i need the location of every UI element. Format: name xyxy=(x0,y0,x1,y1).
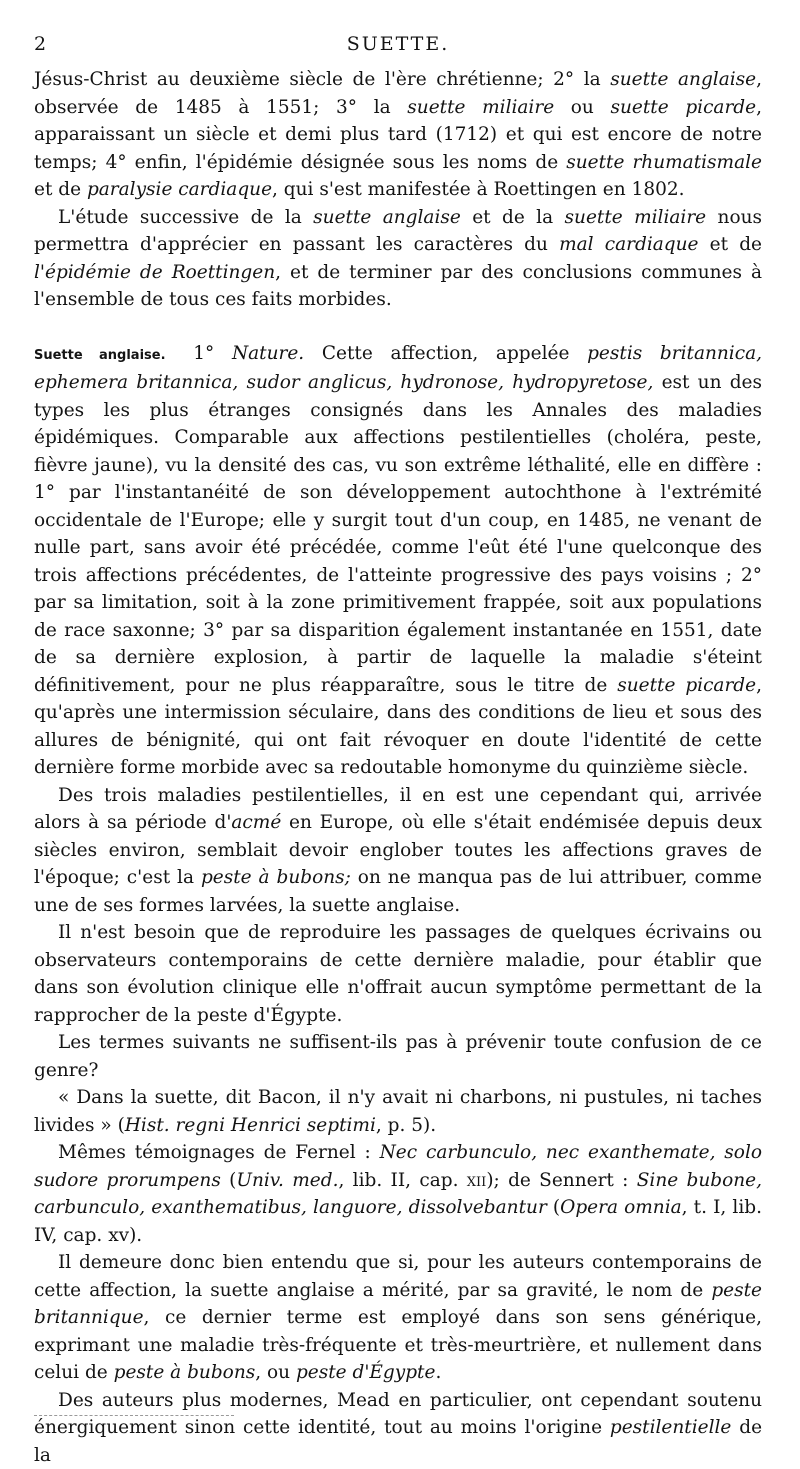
text-run: et de la xyxy=(461,207,565,228)
text-run: , lib. II, cap. xyxy=(338,1170,466,1191)
small-caps-run: xii xyxy=(467,1170,487,1191)
text-run: ou xyxy=(554,97,610,118)
text-run: Des auteurs plus modernes, Mead en particulier, ont cependant soutenu énergiquement sinon cette identité, tout au moins l'origine xyxy=(34,1390,762,1439)
text-run: en Europe, où elle s'était endémisée depuis deux siècles environ, semblait devoir englober toutes les affections graves de l'époque; c'est la xyxy=(34,812,762,888)
italic-run: suette anglaise xyxy=(610,69,756,90)
text-run: nous permettra d'apprécier en passant les caractères du xyxy=(34,207,762,256)
text-run: on ne manqua pas de lui attribuer, comme une de ses formes larvées, la suette anglaise. xyxy=(34,867,762,916)
italic-run: suette picarde xyxy=(611,97,757,118)
footer-rule xyxy=(34,1415,234,1416)
text-run: est un des types les plus étranges consignés dans les Annales des maladies épidémiques. Comparable aux affections pestilentielles (choléra, peste, fièvre jaune), vu la densité des cas, vu son extrême léthalité, elle en diffère : 1° par l'instantanéité de son développement autochthone à l'extrémité occidentale de l'Europe; elle y surgit tout d'un coup, en 1485, ne venant de nulle part, sans avoir été précédée, comme l'eût été l'une quelconque des trois affections précédentes, de l'atteinte progressive des pays voisins ; 2° par sa limitation, soit à la zone primitivement frappée, soit aux populations de race saxonne; 3° par sa disparition également instantanée en 1551, date de sa dernière explosion, à partir de laquelle la maladie s'éteint définitivement, pour ne plus réapparaître, sous le titre de xyxy=(34,372,762,696)
italic-run: Univ. med. xyxy=(236,1170,338,1191)
text-run: « Dans la suette, dit Bacon, il n'y avait ni charbons, ni pustules, ni taches livides » ( xyxy=(34,1087,762,1136)
italic-run: mal cardiaque xyxy=(559,234,698,255)
paragraph-6: Les termes suivants ne suffisent-ils pas à prévenir toute confusion de ce genre? xyxy=(34,1029,762,1084)
section-label: Suette anglaise. xyxy=(34,348,166,363)
italic-run: suette miliaire xyxy=(407,97,554,118)
italic-run: suette picarde xyxy=(617,675,756,696)
italic-run: peste d'Égypte xyxy=(296,1362,436,1383)
paragraph-9 xyxy=(34,1249,762,1387)
italic-run: suette anglaise xyxy=(313,207,461,228)
italic-run: Nec carbunculo, nec exanthemate, solo sudore prorumpens xyxy=(34,1142,762,1191)
text-run: , et de terminer par des conclusions communes à l'ensemble de tous ces faits morbides. xyxy=(34,262,762,311)
text-run: ( xyxy=(221,1170,237,1191)
text-run: Jésus-Christ au deuxième siècle de l'ère chrétienne; 2° la xyxy=(34,69,610,90)
running-title: SUETTE. xyxy=(34,22,762,66)
section-number: 1° xyxy=(193,343,214,364)
running-head xyxy=(34,22,762,66)
italic-run: paralysie cardiaque xyxy=(87,179,272,200)
text-run: , qu'après une intermission séculaire, dans des conditions de lieu et sous des allures de bénignité, qui ont fait révoquer en doute l'identité de cette dernière forme morbide avec sa redoutable homonyme du quinzième siècle. xyxy=(34,675,762,779)
text-run: de la xyxy=(34,1417,762,1466)
text-run: , t. I, lib. IV, cap. xv). xyxy=(34,1197,762,1246)
text-run: , observée de 1485 à 1551; 3° la xyxy=(34,69,762,118)
italic-run: Opera omnia xyxy=(560,1197,682,1218)
text-run: , ou xyxy=(255,1362,296,1383)
text-run: ( xyxy=(547,1197,560,1218)
body-text xyxy=(34,66,762,1469)
text-run: , ce dernier terme est employé dans son sens générique, exprimant une maladie très-fréquente et très-meurtrière, et nullement dans celui de xyxy=(34,1307,762,1383)
italic-run: pestilentielle xyxy=(610,1417,732,1438)
text-run: L'étude successive de la xyxy=(58,207,313,228)
text-run: , p. 5). xyxy=(376,1115,436,1136)
italic-run: suette miliaire xyxy=(565,207,707,228)
text-run: et de xyxy=(34,179,87,200)
paragraph-7 xyxy=(34,1084,762,1139)
italic-run: suette rhumatismale xyxy=(566,152,762,173)
section-heading: Nature. xyxy=(232,343,304,364)
italic-run: acmé xyxy=(231,812,281,833)
text-run: . xyxy=(435,1362,441,1383)
text-run: , qui s'est manifestée à Roettingen en 1802. xyxy=(272,179,684,200)
italic-run: pestis britannica, ephemera britannica, sudor anglicus, hydronose, hydropyretose, xyxy=(34,343,762,394)
paragraph-4 xyxy=(34,782,762,920)
text-run: Cette affection, appelée xyxy=(304,343,587,364)
text-run: ); de Sennert : xyxy=(486,1170,636,1191)
italic-run: l'épidémie de Roettingen xyxy=(34,262,275,283)
paragraph-10 xyxy=(34,1387,762,1469)
paragraph-8 xyxy=(34,1139,762,1249)
paragraph-1 xyxy=(34,66,762,204)
text-run: Il demeure donc bien entendu que si, pour les auteurs contemporains de cette affection, la suette anglaise a mérité, par sa gravité, le nom de xyxy=(34,1252,762,1301)
italic-run: Hist. regni Henrici septimi xyxy=(125,1115,376,1136)
paragraph-5: Il n'est besoin que de reproduire les passages de quelques écrivains ou observateurs contemporains de cette dernière maladie, pour établir que dans son évolution clinique elle n'offrait aucun symptôme permettant de la rapprocher de la peste d'Égypte. xyxy=(34,919,762,1029)
italic-run: peste britannique xyxy=(34,1280,762,1329)
page-number: 2 xyxy=(34,22,46,66)
paragraph-2 xyxy=(34,204,762,314)
paragraph-3 xyxy=(34,340,762,782)
text-run: , apparaissant un siècle et demi plus tard (1712) et qui est encore de notre temps; 4° enfin, l'épidémie désignée sous les noms de xyxy=(34,97,762,173)
text-run: Mêmes témoignages de Fernel : xyxy=(58,1142,380,1163)
italic-run: peste à bubons xyxy=(114,1362,256,1383)
text-run: Des trois maladies pestilentielles, il en est une cependant qui, arrivée alors à sa période d' xyxy=(34,785,762,834)
italic-run: Sine bubone, carbunculo, exanthematibus, languore, dissolvebantur xyxy=(34,1170,762,1219)
italic-run: peste à bubons; xyxy=(201,867,351,888)
text-run: et de xyxy=(698,234,762,255)
